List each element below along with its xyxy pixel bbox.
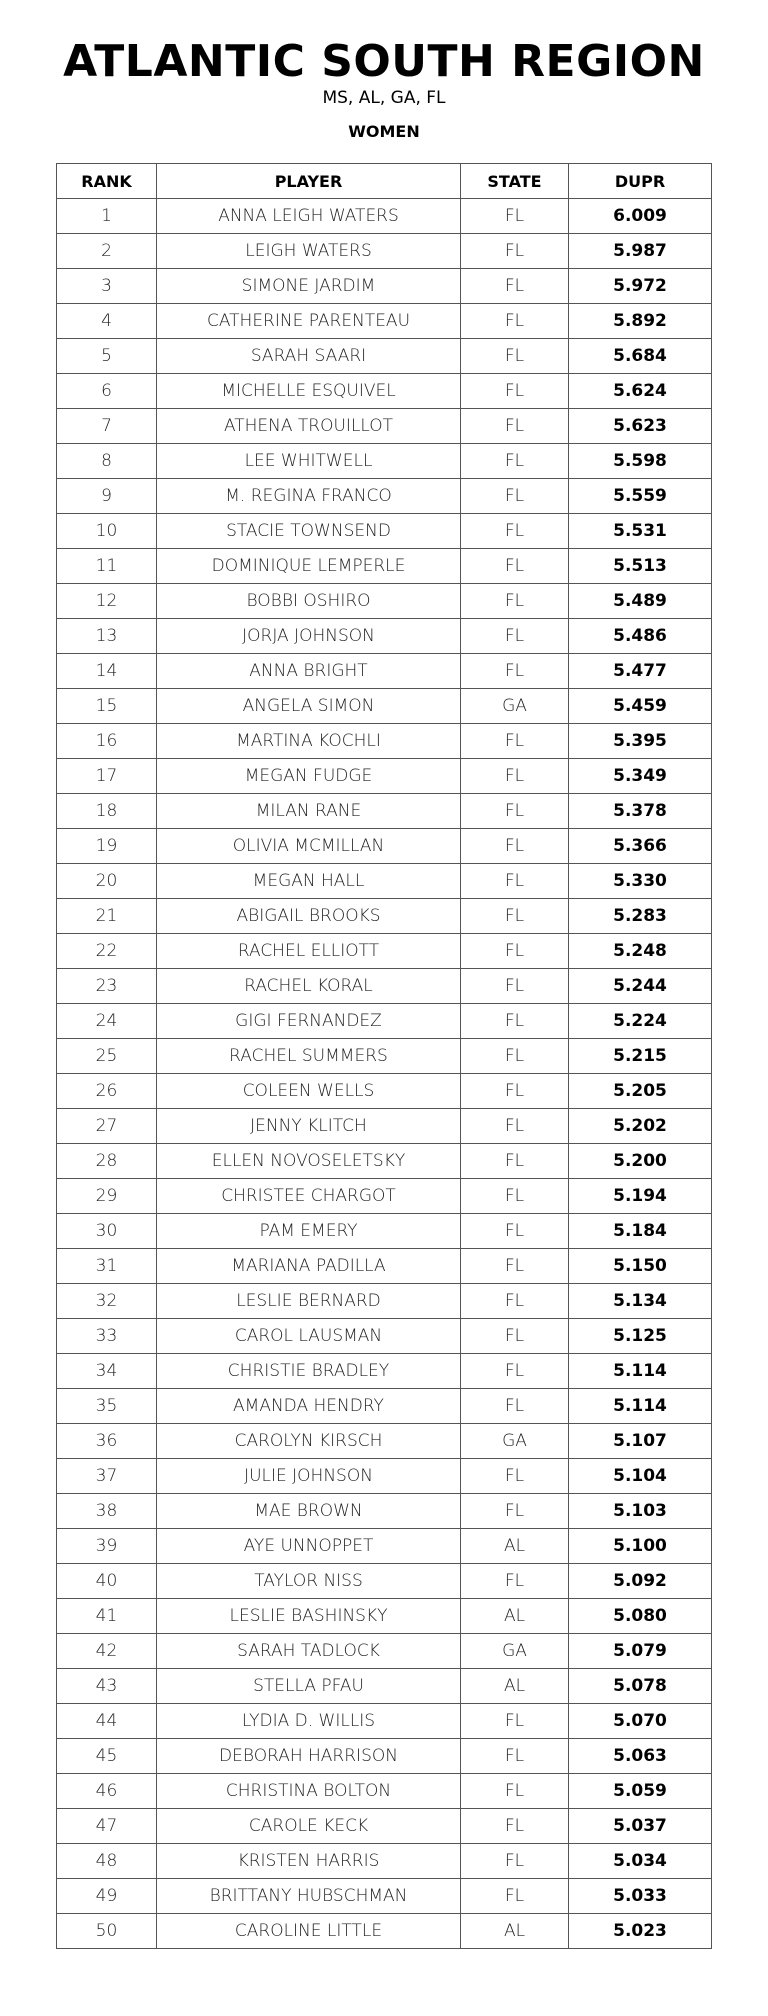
player-cell: TAYLOR NISS	[157, 1564, 461, 1599]
rank-cell: 22	[57, 934, 157, 969]
dupr-cell: 5.623	[569, 409, 712, 444]
dupr-cell: 5.080	[569, 1599, 712, 1634]
dupr-cell: 6.009	[569, 199, 712, 234]
rank-cell: 28	[57, 1144, 157, 1179]
state-cell: AL	[461, 1914, 569, 1949]
rank-cell: 8	[57, 444, 157, 479]
dupr-cell: 5.114	[569, 1389, 712, 1424]
rank-cell: 18	[57, 794, 157, 829]
player-cell: STELLA PFAU	[157, 1669, 461, 1704]
rank-cell: 4	[57, 304, 157, 339]
player-cell: LEE WHITWELL	[157, 444, 461, 479]
state-cell: FL	[461, 1704, 569, 1739]
state-cell: FL	[461, 444, 569, 479]
dupr-cell: 5.366	[569, 829, 712, 864]
table-row	[57, 514, 712, 549]
table-row	[57, 864, 712, 899]
player-cell: LESLIE BERNARD	[157, 1284, 461, 1319]
dupr-cell: 5.972	[569, 269, 712, 304]
dupr-cell: 5.684	[569, 339, 712, 374]
dupr-cell: 5.244	[569, 969, 712, 1004]
state-cell: FL	[461, 724, 569, 759]
player-cell: CAROLYN KIRSCH	[157, 1424, 461, 1459]
player-cell: JULIE JOHNSON	[157, 1459, 461, 1494]
state-cell: FL	[461, 1354, 569, 1389]
player-cell: CAROL LAUSMAN	[157, 1319, 461, 1354]
table-row	[57, 654, 712, 689]
state-cell: AL	[461, 1599, 569, 1634]
state-cell: FL	[461, 1459, 569, 1494]
column-header-dupr: DUPR	[569, 164, 712, 199]
rank-cell: 36	[57, 1424, 157, 1459]
table-row	[57, 794, 712, 829]
dupr-cell: 5.150	[569, 1249, 712, 1284]
state-cell: FL	[461, 549, 569, 584]
player-cell: CAROLE KECK	[157, 1809, 461, 1844]
state-cell: FL	[461, 969, 569, 1004]
player-cell: MEGAN FUDGE	[157, 759, 461, 794]
rank-cell: 7	[57, 409, 157, 444]
player-cell: MARTINA KOCHLI	[157, 724, 461, 759]
player-cell: SIMONE JARDIM	[157, 269, 461, 304]
rank-cell: 19	[57, 829, 157, 864]
player-cell: LESLIE BASHINSKY	[157, 1599, 461, 1634]
player-cell: MAE BROWN	[157, 1494, 461, 1529]
dupr-cell: 5.202	[569, 1109, 712, 1144]
state-cell: FL	[461, 1319, 569, 1354]
player-cell: LYDIA D. WILLIS	[157, 1704, 461, 1739]
state-cell: FL	[461, 1109, 569, 1144]
player-cell: COLEEN WELLS	[157, 1074, 461, 1109]
dupr-cell: 5.037	[569, 1809, 712, 1844]
player-cell: SARAH SAARI	[157, 339, 461, 374]
state-cell: FL	[461, 584, 569, 619]
dupr-cell: 5.070	[569, 1704, 712, 1739]
state-cell: FL	[461, 199, 569, 234]
state-cell: FL	[461, 829, 569, 864]
rank-cell: 11	[57, 549, 157, 584]
table-row	[57, 829, 712, 864]
state-cell: FL	[461, 1809, 569, 1844]
table-row	[57, 1704, 712, 1739]
rank-cell: 3	[57, 269, 157, 304]
column-header-state: STATE	[461, 164, 569, 199]
dupr-cell: 5.059	[569, 1774, 712, 1809]
dupr-cell: 5.987	[569, 234, 712, 269]
player-cell: MEGAN HALL	[157, 864, 461, 899]
state-cell: FL	[461, 1494, 569, 1529]
dupr-cell: 5.125	[569, 1319, 712, 1354]
table-row	[57, 1179, 712, 1214]
dupr-cell: 5.194	[569, 1179, 712, 1214]
rank-cell: 39	[57, 1529, 157, 1564]
player-cell: RACHEL KORAL	[157, 969, 461, 1004]
state-cell: FL	[461, 1389, 569, 1424]
dupr-cell: 5.559	[569, 479, 712, 514]
rank-cell: 46	[57, 1774, 157, 1809]
dupr-cell: 5.200	[569, 1144, 712, 1179]
rank-cell: 31	[57, 1249, 157, 1284]
dupr-cell: 5.063	[569, 1739, 712, 1774]
page-title: ATLANTIC SOUTH REGION	[63, 36, 705, 87]
table-row	[57, 899, 712, 934]
state-cell: FL	[461, 1144, 569, 1179]
player-cell: OLIVIA MCMILLAN	[157, 829, 461, 864]
rank-cell: 33	[57, 1319, 157, 1354]
column-header-rank: RANK	[57, 164, 157, 199]
rank-cell: 5	[57, 339, 157, 374]
player-cell: SARAH TADLOCK	[157, 1634, 461, 1669]
table-row	[57, 1564, 712, 1599]
player-cell: MARIANA PADILLA	[157, 1249, 461, 1284]
table-row	[57, 1249, 712, 1284]
table-row	[57, 934, 712, 969]
rank-cell: 9	[57, 479, 157, 514]
dupr-cell: 5.459	[569, 689, 712, 724]
dupr-cell: 5.215	[569, 1039, 712, 1074]
table-row	[57, 969, 712, 1004]
rank-cell: 26	[57, 1074, 157, 1109]
player-cell: GIGI FERNANDEZ	[157, 1004, 461, 1039]
rank-cell: 24	[57, 1004, 157, 1039]
table-row	[57, 1529, 712, 1564]
rank-cell: 20	[57, 864, 157, 899]
table-row	[57, 1319, 712, 1354]
rank-cell: 14	[57, 654, 157, 689]
table-row	[57, 479, 712, 514]
table-row	[57, 1494, 712, 1529]
table-row	[57, 1669, 712, 1704]
state-cell: FL	[461, 479, 569, 514]
table-row	[57, 1004, 712, 1039]
rankings-table	[56, 163, 712, 1949]
player-cell: M. REGINA FRANCO	[157, 479, 461, 514]
table-row	[57, 1144, 712, 1179]
dupr-cell: 5.184	[569, 1214, 712, 1249]
table-row	[57, 234, 712, 269]
table-row	[57, 1424, 712, 1459]
player-cell: CHRISTINA BOLTON	[157, 1774, 461, 1809]
player-cell: DEBORAH HARRISON	[157, 1739, 461, 1774]
dupr-cell: 5.107	[569, 1424, 712, 1459]
player-cell: KRISTEN HARRIS	[157, 1844, 461, 1879]
rank-cell: 13	[57, 619, 157, 654]
state-cell: FL	[461, 1879, 569, 1914]
dupr-cell: 5.486	[569, 619, 712, 654]
table-header-row	[57, 164, 712, 199]
state-cell: FL	[461, 339, 569, 374]
table-row	[57, 199, 712, 234]
rank-cell: 32	[57, 1284, 157, 1319]
dupr-cell: 5.104	[569, 1459, 712, 1494]
dupr-cell: 5.114	[569, 1354, 712, 1389]
dupr-cell: 5.023	[569, 1914, 712, 1949]
table-row	[57, 1774, 712, 1809]
player-cell: MILAN RANE	[157, 794, 461, 829]
state-cell: AL	[461, 1669, 569, 1704]
player-cell: LEIGH WATERS	[157, 234, 461, 269]
state-cell: FL	[461, 934, 569, 969]
dupr-cell: 5.892	[569, 304, 712, 339]
player-cell: ELLEN NOVOSELETSKY	[157, 1144, 461, 1179]
dupr-cell: 5.224	[569, 1004, 712, 1039]
dupr-cell: 5.349	[569, 759, 712, 794]
player-cell: PAM EMERY	[157, 1214, 461, 1249]
player-cell: RACHEL SUMMERS	[157, 1039, 461, 1074]
rank-cell: 12	[57, 584, 157, 619]
dupr-cell: 5.100	[569, 1529, 712, 1564]
state-cell: FL	[461, 1774, 569, 1809]
rank-cell: 38	[57, 1494, 157, 1529]
table-row	[57, 1739, 712, 1774]
table-row	[57, 1914, 712, 1949]
table-row	[57, 1074, 712, 1109]
state-cell: GA	[461, 1634, 569, 1669]
player-cell: CAROLINE LITTLE	[157, 1914, 461, 1949]
state-cell: FL	[461, 234, 569, 269]
table-row	[57, 409, 712, 444]
rank-cell: 29	[57, 1179, 157, 1214]
rank-cell: 37	[57, 1459, 157, 1494]
rank-cell: 42	[57, 1634, 157, 1669]
player-cell: ANNA LEIGH WATERS	[157, 199, 461, 234]
dupr-cell: 5.477	[569, 654, 712, 689]
table-row	[57, 1284, 712, 1319]
dupr-cell: 5.248	[569, 934, 712, 969]
dupr-cell: 5.103	[569, 1494, 712, 1529]
table-row	[57, 1039, 712, 1074]
table-row	[57, 584, 712, 619]
rank-cell: 40	[57, 1564, 157, 1599]
dupr-cell: 5.531	[569, 514, 712, 549]
dupr-cell: 5.033	[569, 1879, 712, 1914]
player-cell: CATHERINE PARENTEAU	[157, 304, 461, 339]
rank-cell: 2	[57, 234, 157, 269]
player-cell: CHRISTEE CHARGOT	[157, 1179, 461, 1214]
dupr-cell: 5.078	[569, 1669, 712, 1704]
table-row	[57, 374, 712, 409]
dupr-cell: 5.378	[569, 794, 712, 829]
region-states: MS, AL, GA, FL	[322, 88, 446, 108]
table-row	[57, 689, 712, 724]
player-cell: ABIGAIL BROOKS	[157, 899, 461, 934]
player-cell: MICHELLE ESQUIVEL	[157, 374, 461, 409]
rank-cell: 43	[57, 1669, 157, 1704]
dupr-cell: 5.283	[569, 899, 712, 934]
table-row	[57, 1809, 712, 1844]
column-header-player: PLAYER	[157, 164, 461, 199]
rank-cell: 15	[57, 689, 157, 724]
table-row	[57, 1389, 712, 1424]
state-cell: FL	[461, 1564, 569, 1599]
state-cell: FL	[461, 374, 569, 409]
rank-cell: 49	[57, 1879, 157, 1914]
table-row	[57, 1109, 712, 1144]
table-row	[57, 549, 712, 584]
dupr-cell: 5.330	[569, 864, 712, 899]
state-cell: AL	[461, 1529, 569, 1564]
table-row	[57, 759, 712, 794]
state-cell: FL	[461, 864, 569, 899]
dupr-cell: 5.598	[569, 444, 712, 479]
state-cell: FL	[461, 1249, 569, 1284]
rank-cell: 21	[57, 899, 157, 934]
state-cell: FL	[461, 654, 569, 689]
rank-cell: 34	[57, 1354, 157, 1389]
player-cell: CHRISTIE BRADLEY	[157, 1354, 461, 1389]
rank-cell: 23	[57, 969, 157, 1004]
state-cell: GA	[461, 689, 569, 724]
state-cell: FL	[461, 304, 569, 339]
dupr-cell: 5.513	[569, 549, 712, 584]
table-row	[57, 1844, 712, 1879]
table-row	[57, 1634, 712, 1669]
rank-cell: 41	[57, 1599, 157, 1634]
dupr-cell: 5.489	[569, 584, 712, 619]
table-body	[57, 199, 712, 1949]
state-cell: FL	[461, 1739, 569, 1774]
table-row	[57, 1599, 712, 1634]
rank-cell: 44	[57, 1704, 157, 1739]
rank-cell: 45	[57, 1739, 157, 1774]
rank-cell: 48	[57, 1844, 157, 1879]
state-cell: FL	[461, 514, 569, 549]
state-cell: FL	[461, 1284, 569, 1319]
rank-cell: 30	[57, 1214, 157, 1249]
player-cell: ANGELA SIMON	[157, 689, 461, 724]
category-label: WOMEN	[348, 122, 420, 141]
state-cell: FL	[461, 1004, 569, 1039]
state-cell: FL	[461, 759, 569, 794]
rank-cell: 6	[57, 374, 157, 409]
table-row	[57, 304, 712, 339]
player-cell: DOMINIQUE LEMPERLE	[157, 549, 461, 584]
state-cell: FL	[461, 899, 569, 934]
dupr-cell: 5.034	[569, 1844, 712, 1879]
dupr-cell: 5.624	[569, 374, 712, 409]
rank-cell: 50	[57, 1914, 157, 1949]
player-cell: ANNA BRIGHT	[157, 654, 461, 689]
table-row	[57, 444, 712, 479]
table-row	[57, 1354, 712, 1389]
state-cell: GA	[461, 1424, 569, 1459]
dupr-cell: 5.395	[569, 724, 712, 759]
state-cell: FL	[461, 1039, 569, 1074]
state-cell: FL	[461, 409, 569, 444]
rank-cell: 10	[57, 514, 157, 549]
rank-cell: 47	[57, 1809, 157, 1844]
rank-cell: 27	[57, 1109, 157, 1144]
dupr-cell: 5.079	[569, 1634, 712, 1669]
table-row	[57, 269, 712, 304]
rank-cell: 16	[57, 724, 157, 759]
state-cell: FL	[461, 1179, 569, 1214]
player-cell: AYE UNNOPPET	[157, 1529, 461, 1564]
table-row	[57, 724, 712, 759]
state-cell: FL	[461, 1214, 569, 1249]
state-cell: FL	[461, 794, 569, 829]
rank-cell: 17	[57, 759, 157, 794]
rank-cell: 35	[57, 1389, 157, 1424]
dupr-cell: 5.092	[569, 1564, 712, 1599]
table-row	[57, 1459, 712, 1494]
player-cell: BRITTANY HUBSCHMAN	[157, 1879, 461, 1914]
player-cell: AMANDA HENDRY	[157, 1389, 461, 1424]
state-cell: FL	[461, 1074, 569, 1109]
dupr-cell: 5.205	[569, 1074, 712, 1109]
table-row	[57, 339, 712, 374]
state-cell: FL	[461, 1844, 569, 1879]
rank-cell: 1	[57, 199, 157, 234]
state-cell: FL	[461, 619, 569, 654]
table-row	[57, 1879, 712, 1914]
player-cell: BOBBI OSHIRO	[157, 584, 461, 619]
state-cell: FL	[461, 269, 569, 304]
player-cell: RACHEL ELLIOTT	[157, 934, 461, 969]
table-row	[57, 619, 712, 654]
rank-cell: 25	[57, 1039, 157, 1074]
player-cell: STACIE TOWNSEND	[157, 514, 461, 549]
dupr-cell: 5.134	[569, 1284, 712, 1319]
player-cell: JENNY KLITCH	[157, 1109, 461, 1144]
player-cell: ATHENA TROUILLOT	[157, 409, 461, 444]
table-row	[57, 1214, 712, 1249]
player-cell: JORJA JOHNSON	[157, 619, 461, 654]
